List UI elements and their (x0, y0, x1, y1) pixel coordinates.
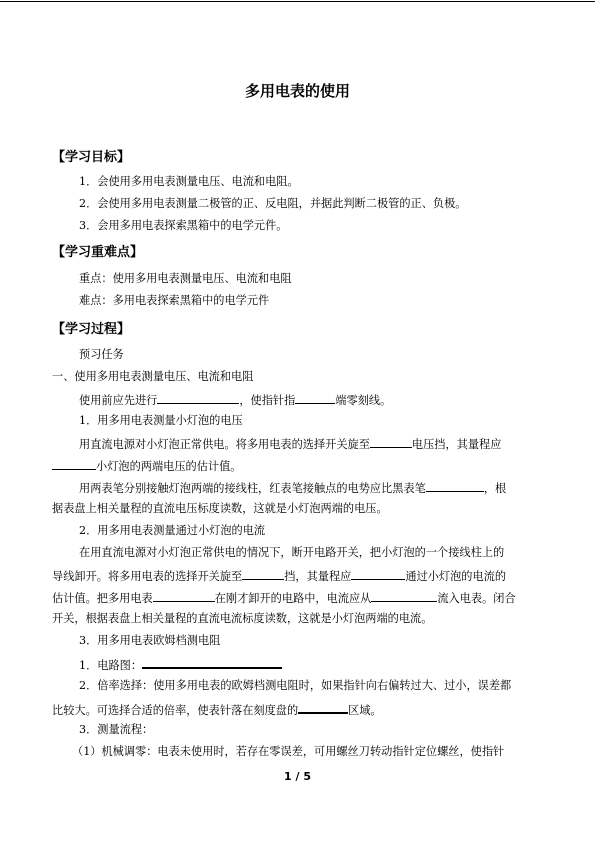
fill-blank[interactable] (370, 436, 412, 448)
text-line (52, 568, 506, 584)
text-segment: ，使指针指 (239, 394, 296, 407)
text-line: 在用直流电源对小灯泡正常供电的情况下，断开电路开关，把小灯泡的一个接线柱上的 (79, 546, 505, 559)
key-point: 重点：使用多用电表测量电压、电流和电阻 (79, 272, 292, 285)
fill-blank[interactable] (52, 458, 96, 470)
fill-blank[interactable] (153, 590, 215, 602)
goal-item: 3．会用多用电表探索黑箱中的电学元件。 (79, 219, 288, 232)
section-heading-key-points: 【学习重难点】 (52, 245, 144, 260)
text-line (52, 590, 516, 606)
text-line: 开关，根据表盘上相关量程的直流电流标度读数，这就是小灯泡两端的电流。 (52, 612, 433, 625)
subheading: 1．用多用电表测量小灯泡的电压 (79, 414, 243, 427)
text-line (79, 392, 391, 408)
fill-blank[interactable] (351, 568, 405, 580)
text-line: 据表盘上相关量程的直流电压标度读数，这就是小灯泡两端的电压。 (52, 502, 388, 515)
page-title: 多用电表的使用 (244, 82, 350, 100)
page-number: 1 / 5 (284, 770, 311, 783)
fill-blank[interactable] (242, 568, 284, 580)
text-segment: 在刚才卸开的电路中，电流应从 (214, 592, 372, 605)
top-border-line (0, 1, 595, 2)
text-segment: 1．电路图： (79, 659, 143, 672)
text-line (52, 458, 241, 474)
fill-blank[interactable] (298, 701, 348, 714)
goal-item: 1．会使用多用电表测量电压、电流和电阻。 (79, 175, 299, 188)
text-segment: 估计值。把多用电表 (52, 592, 153, 605)
text-segment: 端零刻线。 (335, 394, 392, 407)
fill-blank[interactable] (142, 656, 282, 669)
text-segment: 挡，其量程应 (284, 570, 352, 583)
fill-blank[interactable] (157, 392, 239, 404)
text-segment: 比较大。可选择合适的倍率，使表针落在刻度盘的 (52, 704, 299, 717)
text-segment: 用直流电源对小灯泡正常供电。将多用电表的选择开关旋至 (79, 438, 370, 451)
fill-blank[interactable] (371, 590, 437, 602)
text-line: 3．测量流程： (79, 723, 154, 736)
text-segment: 电压挡，其量程应 (411, 438, 502, 451)
section-heading-process: 【学习过程】 (52, 322, 131, 337)
text-segment: 使用前应先进行 (79, 394, 158, 407)
subheading: 2．用多用电表测量通过小灯泡的电流 (79, 524, 266, 537)
preview-task: 预习任务 (79, 348, 124, 361)
text-segment: 区域。 (348, 704, 382, 717)
goal-item: 2．会使用多用电表测量二极管的正、反电阻，并据此判断二极管的正、负极。 (79, 197, 467, 210)
text-line (79, 656, 282, 673)
text-segment: 用两表笔分别接触灯泡两端的接线柱，红表笔接触点的电势应比黑表笔 (79, 482, 426, 495)
fill-blank[interactable] (295, 392, 335, 404)
text-segment: 小灯泡的两端电压的估计值。 (96, 460, 242, 473)
text-segment: 通过小灯泡的电流的 (405, 570, 507, 583)
text-segment: ，根 (483, 482, 507, 495)
part-heading: 一、使用多用电表测量电压、电流和电阻 (52, 370, 254, 383)
text-line: 2．倍率选择：使用多用电表的欧姆档测电阻时，如果指针向右偏转过大、过小，误差都 (79, 679, 512, 692)
text-line (52, 701, 382, 718)
section-heading-goals: 【学习目标】 (52, 150, 131, 165)
text-line: （1）机械调零：电表未使用时，若存在零误差，可用螺丝刀转动指针定位螺丝，使指针 (72, 745, 505, 758)
difficult-point: 难点：多用电表探索黑箱中的电学元件 (79, 294, 270, 307)
text-line (79, 480, 506, 496)
fill-blank[interactable] (426, 480, 484, 492)
text-segment: 导线卸开。将多用电表的选择开关旋至 (52, 570, 243, 583)
subheading: 3．用多用电表欧姆档测电阻 (79, 634, 221, 647)
text-segment: 流入电表。闭合 (437, 592, 516, 605)
text-line (79, 436, 501, 452)
